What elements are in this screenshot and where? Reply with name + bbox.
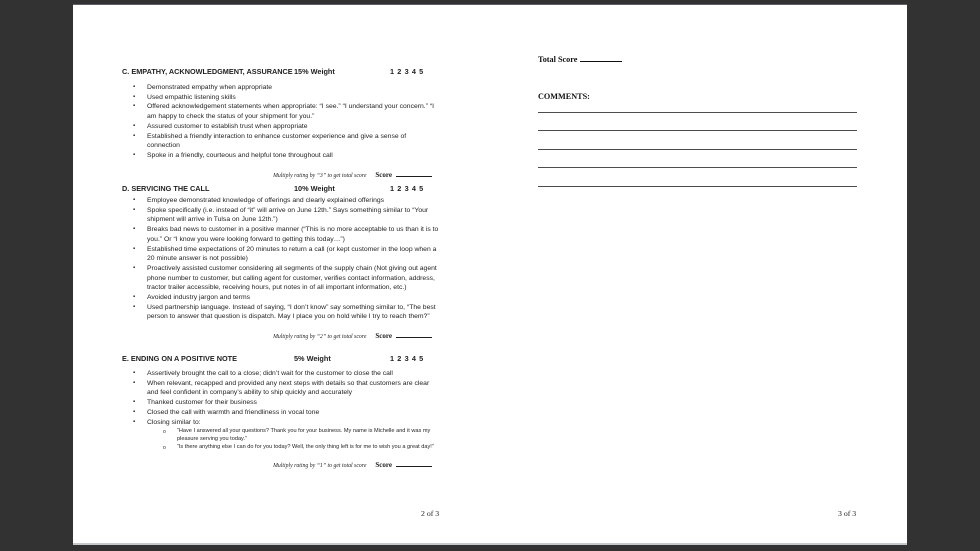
section-title: E. ENDING ON A POSITIVE NOTE [122, 354, 238, 363]
bullet-item: ▪ When relevant, recapped and provided any next steps with details so that customers are clear and feel confident in company’s ability to ship quickly and accurately [122, 379, 440, 398]
score-blank [396, 171, 432, 177]
comment-line [538, 168, 857, 187]
score-label: Score [375, 170, 392, 179]
bullet-list [122, 369, 440, 427]
bullet-item: ▪ Avoided industry jargon and terms [122, 293, 440, 303]
page-number-right: 3 of 3 [838, 509, 857, 518]
section-weight: 5% Weight [294, 354, 331, 363]
section-ending-positive-note [122, 355, 440, 472]
bullet-item: ▪ Breaks bad news to customer in a positive manner (“This is no more acceptable to us than it is to you.” Or “I know you were looking forward to getting this today…”) [122, 225, 440, 244]
bullet-item: ▪ Proactively assisted customer considering all segments of the supply chain (Not giving out agent phone number to customer, but calling agent for customer, verifies contact information, address, tractor trailer accessible, receiving hours, put notes in of all important information, etc.) [122, 264, 440, 293]
comments-lines [538, 94, 857, 187]
sub-bullet-item: o “Have I answered all your questions? Thank you for your business. My name is Michelle and it was my pleasure serving you today.” [122, 427, 440, 443]
score-label: Score [375, 461, 392, 470]
bullet-item: ▪ Established a friendly interaction to enhance customer experience and give a sense of connection [122, 132, 440, 151]
section-servicing-the-call [122, 185, 440, 343]
score-blank [396, 461, 432, 467]
score-blank [396, 332, 432, 338]
bullet-list [122, 83, 440, 161]
section-title: D. SERVICING THE CALL [122, 184, 210, 193]
multiplier-note: Multiply rating by “3” to get total score [273, 172, 367, 179]
bullet-item: ▪ Offered acknowledgement statements when appropriate: “I see.” “I understand your concern.” “I am happy to check the status of your shipment for you.” [122, 102, 440, 121]
section-title: C. EMPATHY, ACKNOWLEDGMENT, ASSURANCE [122, 67, 293, 76]
bullet-item: ▪ Employee demonstrated knowledge of offerings and clearly explained offerings [122, 196, 440, 206]
bullet-item: ▪ Used partnership language. Instead of saying, “I don’t know” say something similar to, “The best person to answer that question is dispatch. May I place you on hold while I try to reach them?” [122, 303, 440, 322]
bullet-item: ▪ Assertively brought the call to a close; didn’t wait for the customer to close the call [122, 369, 440, 379]
total-score-row [538, 55, 622, 64]
section-heading [122, 185, 440, 193]
score-label: Score [375, 332, 392, 341]
bullet-list [122, 196, 440, 322]
section-heading [122, 68, 440, 76]
document-pages [73, 5, 907, 545]
bullet-item: ▪ Closed the call with warmth and friendliness in vocal tone [122, 408, 440, 418]
bullet-item: ▪ Demonstrated empathy when appropriate [122, 83, 440, 93]
total-score-label: Total Score [538, 55, 578, 64]
comment-line [538, 94, 857, 113]
sub-bullet-list [122, 427, 440, 451]
bullet-item: ▪ Used empathic listening skills [122, 93, 440, 103]
bullet-item: ▪ Established time expectations of 20 minutes to return a call (or kept customer in the loop when a 20 minute answer is not possible) [122, 245, 440, 264]
score-line [122, 164, 440, 182]
comment-line [538, 131, 857, 150]
bullet-item: ▪ Thanked customer for their business [122, 398, 440, 408]
score-line [122, 454, 440, 472]
section-weight: 15% Weight [294, 67, 335, 76]
total-score-blank [580, 56, 622, 62]
score-line [122, 325, 440, 343]
page-number-left: 2 of 3 [421, 509, 440, 518]
section-heading [122, 355, 440, 363]
rating-scale: 1 2 3 4 5 [390, 354, 424, 363]
bullet-item: ▪ Spoke specifically (i.e. instead of “it” will arrive on June 12th.” Says something similar to “Your shipment will arrive in Tulsa on June 12th.”) [122, 206, 440, 225]
sub-bullet-item: o “Is there anything else I can do for you today? Well, the only thing left is for me to wish you a great day!” [122, 443, 440, 451]
multiplier-note: Multiply rating by “2” to get total score [273, 334, 367, 341]
bullet-item: ▪ Closing similar to: [122, 418, 440, 428]
section-empathy [122, 68, 440, 182]
comment-line [538, 150, 857, 169]
section-weight: 10% Weight [294, 184, 335, 193]
bullet-item: ▪ Assured customer to establish trust when appropriate [122, 122, 440, 132]
comments-label: COMMENTS: [538, 92, 590, 101]
rating-scale: 1 2 3 4 5 [390, 184, 424, 193]
comment-line [538, 113, 857, 132]
multiplier-note: Multiply rating by “1” to get total score [273, 463, 367, 470]
rating-scale: 1 2 3 4 5 [390, 67, 424, 76]
bullet-item: ▪ Spoke in a friendly, courteous and helpful tone throughout call [122, 151, 440, 161]
